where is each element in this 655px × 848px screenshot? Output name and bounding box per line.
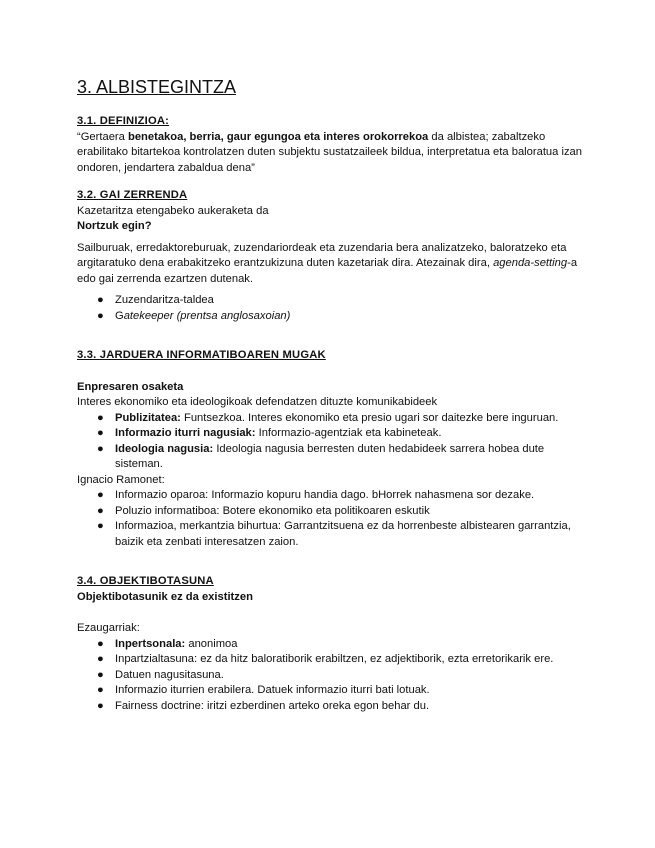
list-item: ● Gatekeeper (prentsa anglosaxoian) <box>77 309 582 325</box>
section-heading-3-1: 3.1. DEFINIZIOA: <box>77 115 170 127</box>
bullet-icon: ● <box>97 684 104 696</box>
bullet-icon: ● <box>97 653 104 665</box>
bullet-icon: ● <box>97 442 104 455</box>
list-item: ● Inpartzialtasuna: ez da hitz baloratiborik erabiltzen, ez adjektiborik, ezta erretorikarik ere. <box>77 652 582 668</box>
bullet-icon: ● <box>97 411 104 424</box>
list-item: ● Datuen nagusitasuna. <box>77 668 582 684</box>
paragraph-text: Kazetaritza etengabeko aukeraketa da <box>77 204 269 217</box>
bullet-icon: ● <box>97 504 104 517</box>
page-title: 3. ALBISTEGINTZA <box>77 77 237 97</box>
definition-quote <box>77 130 582 177</box>
paragraph-text: Ezaugarriak: <box>77 622 140 634</box>
list-item: ● Poluzio informatiboa: Botere ekonomiko eta politikoaren eskutik <box>77 504 582 520</box>
bullet-icon: ● <box>97 489 104 501</box>
bullet-icon: ● <box>97 668 104 681</box>
bullet-list <box>77 488 582 550</box>
bullet-icon: ● <box>97 427 104 439</box>
list-item: ● Fairness doctrine: iritzi ezberdinen arteko oreka egon behar du. <box>77 699 582 715</box>
document-body <box>77 76 582 714</box>
list-item: ● Informazio oparoa: Informazio kopuru handia dago. bHorrek nahasmena sor dezake. <box>77 488 582 504</box>
list-item: ● Informazio iturri nagusiak: Informazio-agentziak eta kabineteak. <box>77 426 582 442</box>
list-item: ● Zuzendaritza-taldea <box>77 293 582 309</box>
bullet-list <box>77 637 582 715</box>
quote-end: da albistea; zabaltzeko erabilitako bitartekoa kontrolatzen duten subjektu sustatzaileek bildua, interpretatua eta baloratua izan ondoren, jendartera zabaldua dena” <box>77 130 582 174</box>
quote-start: “Gertaera <box>77 130 128 143</box>
bullet-icon: ● <box>97 637 104 650</box>
paragraph-text: Interes ekonomiko eta ideologikoak defendatzen dituzte komunikabideek <box>77 396 438 408</box>
list-item: ● Informazioa, merkantzia bihurtua: Garrantzitsuena ez da horrenbeste albistearen garrantzia, baizik eta zenbati interesatzen zaion. <box>97 520 571 548</box>
section-heading-3-3: 3.3. JARDUERA INFORMATIBOAREN MUGAK <box>77 349 326 361</box>
subheading: Enpresaren osaketa <box>77 380 184 393</box>
list-item: ● Publizitatea: Funtsezkoa. Interes ekonomiko eta presio ugari sor daitezke bere inguruan. <box>77 411 582 427</box>
bullet-icon: ● <box>97 294 104 306</box>
paragraph-text: Sailburuak, erredaktoreburuak, zuzendariordeak eta zuzendaria bera analizatzeko, baloratzeko eta argitaratuko dena erabakitzeko erantzukizuna duten kazetariak dira. Atezainak dira, agenda-setting-a edo gai zerrenda ezartzen dutenak. <box>77 241 578 285</box>
list-item: ● Informazio iturrien erabilera. Datuek informazio iturri bati lotuak. <box>77 683 582 699</box>
quote-bold: benetakoa, berria, gaur egungoa eta interes orokorrekoa <box>127 130 429 143</box>
list-item: ● Inpertsonala: anonimoa <box>77 637 582 653</box>
section-heading-3-4: 3.4. OBJEKTIBOTASUNA <box>77 575 214 587</box>
list-item: ● Ideologia nagusia: Ideologia nagusia berresten duten hedabideek sarrera hobea dute sisteman. <box>97 442 545 470</box>
subheading: Objektibotasunik ez da existitzen <box>77 590 253 603</box>
subheading: Nortzuk egin? <box>77 220 152 232</box>
bullet-list <box>77 293 582 324</box>
bullet-icon: ● <box>97 309 104 322</box>
bullet-icon: ● <box>97 699 104 712</box>
bullet-icon: ● <box>97 520 104 532</box>
bullet-list <box>77 411 582 473</box>
section-heading-3-2: 3.2. GAI ZERRENDA <box>77 189 188 201</box>
paragraph-text: Ignacio Ramonet: <box>77 473 165 486</box>
